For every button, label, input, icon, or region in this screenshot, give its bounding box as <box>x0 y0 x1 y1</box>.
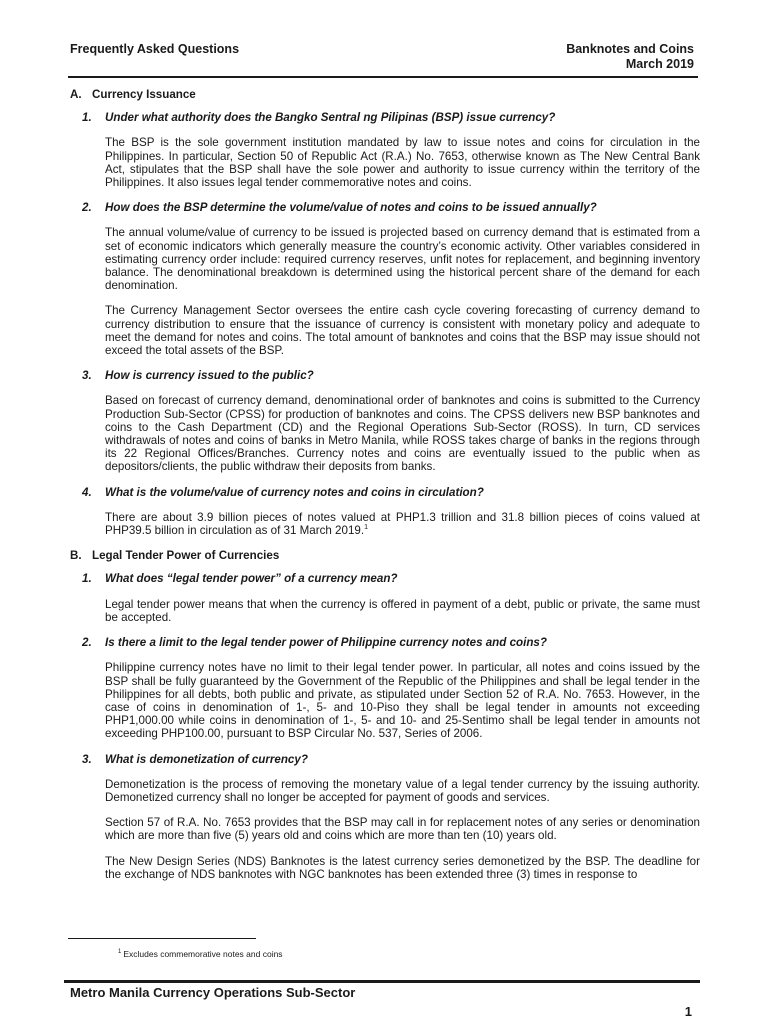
section-title-text: Legal Tender Power of Currencies <box>92 549 280 563</box>
answer-paragraph <box>105 855 700 881</box>
faq-question <box>70 201 700 214</box>
question-text: What does “legal tender power” of a currency mean? <box>105 572 398 586</box>
footnote-reference: 1 <box>364 524 368 532</box>
footnote-rule <box>68 938 256 939</box>
section-title <box>70 549 700 562</box>
footer-text: Metro Manila Currency Operations Sub-Sector <box>70 985 356 1000</box>
faq-question <box>70 753 700 766</box>
answer-paragraph <box>105 511 700 537</box>
question-number: 1. <box>82 111 92 125</box>
section-letter: B. <box>70 549 82 563</box>
footnote <box>118 947 283 959</box>
answer-text: The Currency Management Sector oversees the entire cash cycle covering forecasting of currency demand to currency distribution to ensure that the issuance of currency is consistent with monetary policy and adequate to meet the demand for notes and coins. The total amount of banknotes and coins that the BSP may issue should not exceed the total assets of the BSP. <box>105 304 700 358</box>
question-text: Is there a limit to the legal tender power of Philippine currency notes and coins? <box>105 636 547 650</box>
answer-text: Demonetization is the process of removing the monetary value of a legal tender currency by the issuing authority. Demonetized currency shall no longer be accepted for payment of goods and services. <box>105 777 700 804</box>
faq-question <box>70 369 700 382</box>
header-title: Banknotes and Coins <box>566 42 694 56</box>
question-text: How does the BSP determine the volume/value of notes and coins to be issued annually? <box>105 201 597 215</box>
question-text: Under what authority does the Bangko Sentral ng Pilipinas (BSP) issue currency? <box>105 111 556 125</box>
faq-question <box>70 111 700 124</box>
question-text: What is demonetization of currency? <box>105 752 308 766</box>
section-title-text: Currency Issuance <box>92 88 196 101</box>
question-number: 3. <box>82 369 92 383</box>
answer-paragraph <box>105 226 700 292</box>
faq-question <box>70 636 700 649</box>
header-date: March 2019 <box>625 57 694 71</box>
question-number: 1. <box>82 572 92 586</box>
question-number: 2. <box>82 201 92 215</box>
question-text: How is currency issued to the public? <box>105 369 314 383</box>
answer-paragraph <box>105 394 700 473</box>
answer-text: Section 57 of R.A. No. 7653 provides that the BSP may call in for replacement notes of any series or denomination which are more than five (5) years old and coins which are more than ten (10) years old. <box>105 816 700 843</box>
answer-paragraph <box>105 816 700 842</box>
question-number: 2. <box>82 636 92 650</box>
header-rule <box>68 76 698 78</box>
question-text: What is the volume/value of currency notes and coins in circulation? <box>105 485 484 499</box>
answer-paragraph <box>105 136 700 189</box>
answer-paragraph <box>105 598 700 624</box>
section-title <box>70 88 700 101</box>
answer-paragraph <box>105 778 700 804</box>
answer-text: The annual volume/value of currency to be issued is projected based on currency demand that is estimated from a set of economic indicators which generally measure the country’s economic activity. Other variables considered in estimating currency order include: required currency reserves, unfit notes for replacement, and beginning inventory balance. The denominational breakdown is determined using the historical percent share of the demand for each denomination. <box>105 226 700 293</box>
answer-text: Legal tender power means that when the currency is offered in payment of a debt, public or private, the same must be accepted. <box>105 597 700 624</box>
section-letter: A. <box>70 88 82 101</box>
footer-rule <box>64 980 700 983</box>
question-number: 4. <box>82 485 92 499</box>
answer-text: Based on forecast of currency demand, denominational order of banknotes and coins is submitted to the Currency Production Sub-Sector (CPSS) for production of banknotes and coins. The CPSS delivers new BSP banknotes and coins to the Cash Department (CD) and the Regional Operations Sub-Sector (ROSS). In turn, CD services withdrawals of notes and coins of banks in Metro Manila, while ROSS takes charge of banks in the regions through its 22 Regional Offices/Branches. Currency notes and coins are eventually issued to the public when as depositors/clients, the public withdraw their deposits from banks. <box>105 394 700 474</box>
header-right <box>566 42 694 72</box>
header-left: Frequently Asked Questions <box>70 42 240 56</box>
faq-question <box>70 572 700 585</box>
answer-paragraph <box>105 304 700 357</box>
footnote-mark: 1 <box>118 949 122 955</box>
document-body <box>70 88 700 893</box>
answer-text: The New Design Series (NDS) Banknotes is the latest currency series demonetized by the BSP. The deadline for the exchange of NDS banknotes with NGC banknotes has been extended three (3) times in response to <box>105 854 700 881</box>
answer-paragraph <box>105 661 700 740</box>
faq-question <box>70 486 700 499</box>
answer-text: Philippine currency notes have no limit to their legal tender power. In particular, all notes and coins issued by the BSP shall be fully guaranteed by the Government of the Republic of the Philippines and shall be legal tender in the Philippines for all debts, both public and private, as stipulated under Section 52 of R.A. No. 7653. However, in the case of coins in denomination of 1-, 5- and 10-Piso they shall be legal tender in amounts not exceeding PHP1,000.00 while coins in denomination of 1-, 5- and 10- and 25-Sentimo shall be legal tender in amounts not exceeding PHP100.00, pursuant to BSP Circular No. 537, Series of 2006. <box>105 661 700 741</box>
answer-text: There are about 3.9 billion pieces of notes valued at PHP1.3 trillion and 31.8 billion pieces of coins valued at PHP39.5 billion in circulation as of 31 March 2019. <box>105 510 700 538</box>
page-number: 1 <box>684 1004 692 1019</box>
answer-text: The BSP is the sole government institution mandated by law to issue notes and coins for circulation in the Philippines. In particular, Section 50 of Republic Act (R.A.) No. 7653, otherwise known as The New Central Bank Act, stipulates that the BSP shall have the sole power and authority to issue currency within the territory of the Philippines. It also issues legal tender commemorative notes and coins. <box>105 136 700 190</box>
question-number: 3. <box>82 752 92 766</box>
footnote-text: Excludes commemorative notes and coins <box>123 948 283 959</box>
